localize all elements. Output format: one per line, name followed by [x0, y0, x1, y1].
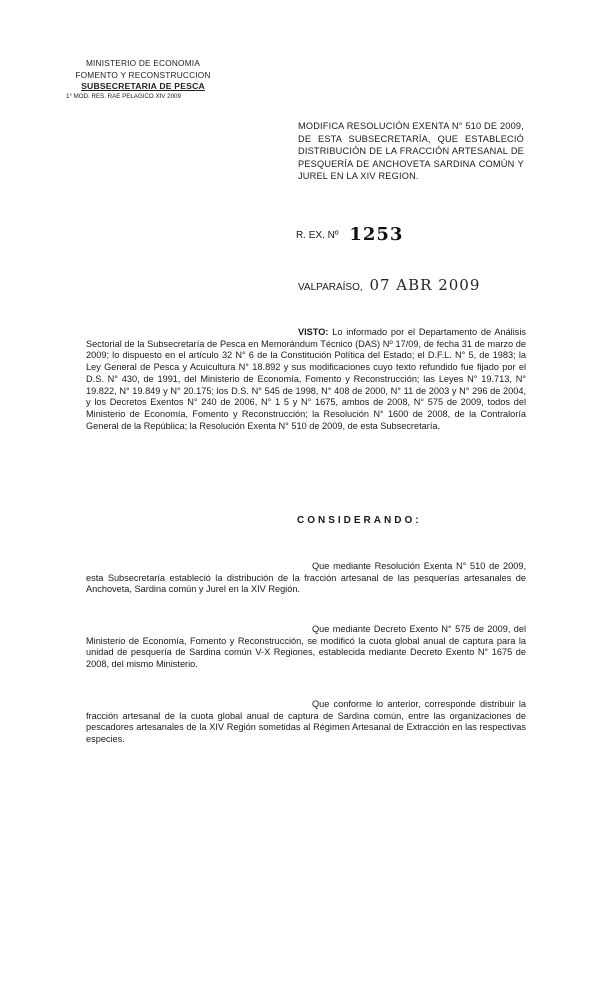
considerando-paragraph-3: Que conforme lo anterior, corresponde distribuir la fracción artesanal de la cuota global anual de captura de Sardina común, entre las organizaciones de pescadores artesanales de la XIV Región sometidas al Régimen Artesanal de Extracción en las respectivas especies. [86, 699, 526, 745]
visto-text: Lo informado por el Departamento de Análisis Sectorial de la Subsecretaría de Pesca en Memorándum Técnico (DAS) Nº 17/09, de fecha 31 de marzo de 2009; lo dispuesto en el artículo 32 N° 6 de la Constitución Política del Estado; el D.F.L. N° 5, de 1983; la Ley General de Pesca y Acuicultura N° 18.892 y sus modificaciones cuyo texto refundido fue fijado por el D.S. N° 430, de 1991, del Ministerio de Economía, Fomento y Reconstrucción; las Leyes N° 19.713, N° 19.822, N° 19.849 y N° 20.175; los D.S. N° 545 de 1998, N° 408 de 2000, N° 11 de 2003 y N° 296 de 2004, y los Decretos Exentos N° 240 de 2006, N° 1 5 y N° 1675, ambos de 2008, N° 575 de 2009, todos del Ministerio de Economía, Fomento y Reconstrucción; la Resolución N° 1600 de 2008, de la Contraloría General de la República; la Resolución Exenta N° 510 de 2009, de esta Subsecretaría. [86, 327, 526, 431]
considerando-paragraph-2: Que mediante Decreto Exento N° 575 de 2009, del Ministerio de Economía, Fomento y Reconstrucción, se modificó la cuota global anual de captura para la unidad de pesquería de Sardina común V-X Regiones, establecida mediante Decreto Exento N° 1675 de 2008, del mismo Ministerio. [86, 624, 526, 670]
undersecretariat-name: SUBSECRETARIA DE PESCA [81, 81, 205, 91]
document-reference: 1° MOD. RES. RAE PELAGICO XIV 2009 [66, 92, 181, 100]
considerando-heading: CONSIDERANDO: [297, 515, 422, 526]
ministry-subtitle: FOMENTO Y RECONSTRUCCION [75, 69, 211, 80]
considerando-paragraph-1: Que mediante Resolución Exenta N° 510 de 2009, esta Subsecretaría estableció la distribución de la fracción artesanal de las pesquerías artesanales de Anchoveta, Sardina común y Jurel en la XIV Región. [86, 561, 526, 595]
resolution-number: 1253 [349, 224, 404, 245]
date-place: VALPARAÍSO, [298, 282, 363, 293]
date-stamp: 07 ABR 2009 [369, 276, 481, 294]
resolution-label: R. EX. Nº [296, 230, 339, 241]
letterhead [58, 58, 228, 101]
ministry-name: MINISTERIO DE ECONOMIA [85, 58, 201, 68]
resolution-number-line [296, 224, 403, 245]
resolution-subject: MODIFICA RESOLUCIÓN EXENTA N° 510 DE 2009, DE ESTA SUBSECRETARÍA, QUE ESTABLECIÓ DISTRIBUCIÓN DE LA FRACCIÓN ARTESANAL DE PESQUERÍA DE ANCHOVETA SARDINA COMÚN Y JUREL EN LA XIV REGION. [298, 121, 524, 182]
date-line [298, 276, 480, 294]
visto-paragraph [86, 327, 526, 432]
visto-lead: VISTO: [298, 327, 329, 337]
